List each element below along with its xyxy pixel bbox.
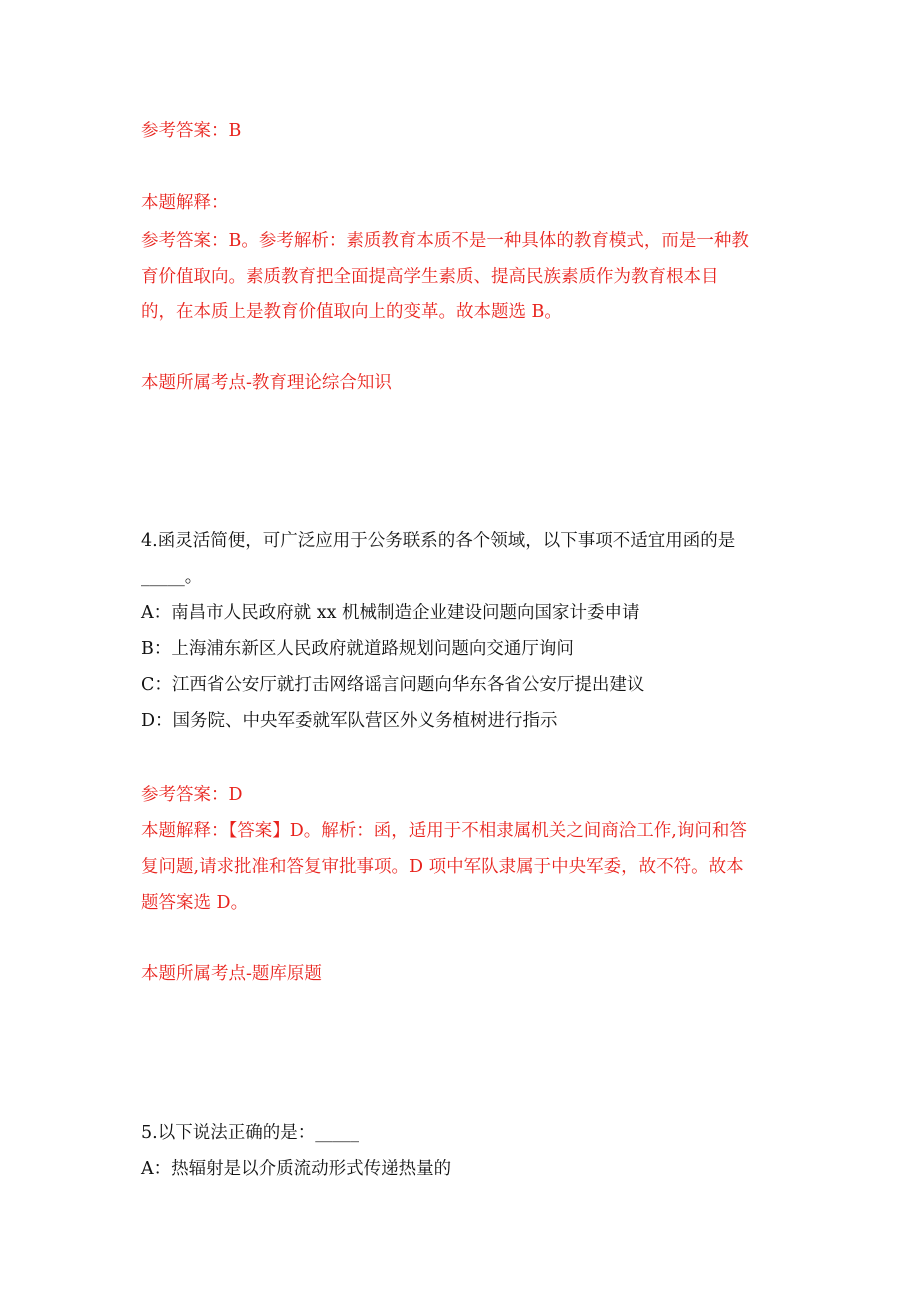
- q3-explanation-line-2: 育价值取向。素质教育把全面提高学生素质、提高民族素质作为教育根本目: [141, 267, 719, 287]
- q4-option-a: A：南昌市人民政府就 xx 机械制造企业建设问题向国家计委申请: [141, 603, 640, 623]
- q3-answer: 参考答案：B: [141, 121, 242, 141]
- q5-option-a: A：热辐射是以介质流动形式传递热量的: [141, 1159, 452, 1179]
- q4-answer: 参考答案：D: [141, 785, 243, 805]
- q4-stem-line-2: _____。: [141, 567, 203, 587]
- q3-explanation-line-1: 参考答案：B。参考解析：素质教育本质不是一种具体的教育模式，而是一种教: [141, 231, 749, 251]
- q3-explanation-line-3: 的，在本质上是教育价值取向上的变革。故本题选 B。: [141, 302, 562, 322]
- q3-topic: 本题所属考点-教育理论综合知识: [141, 373, 392, 393]
- q3-explanation-heading: 本题解释：: [141, 193, 229, 213]
- q4-explanation-line-3: 题答案选 D。: [141, 893, 249, 913]
- q4-topic: 本题所属考点-题库原题: [141, 964, 322, 984]
- q4-option-c: C：江西省公安厅就打击网络谣言问题向华东各省公安厅提出建议: [141, 675, 645, 695]
- q4-explanation-line-1: 本题解释：【答案】D。解析：函，适用于不相隶属机关之间商洽工作,询问和答: [141, 821, 747, 841]
- q5-stem: 5.以下说法正确的是：_____: [141, 1123, 359, 1143]
- q4-option-b: B：上海浦东新区人民政府就道路规划问题向交通厅询问: [141, 639, 574, 659]
- q4-option-d: D：国务院、中央军委就军队营区外义务植树进行指示: [141, 711, 558, 731]
- q4-explanation-line-2: 复问题,请求批准和答复审批事项。D 项中军队隶属于中央军委，故不符。故本: [141, 857, 744, 877]
- q4-stem-line-1: 4.函灵活简便，可广泛应用于公务联系的各个领域，以下事项不适宜用函的是: [141, 531, 736, 551]
